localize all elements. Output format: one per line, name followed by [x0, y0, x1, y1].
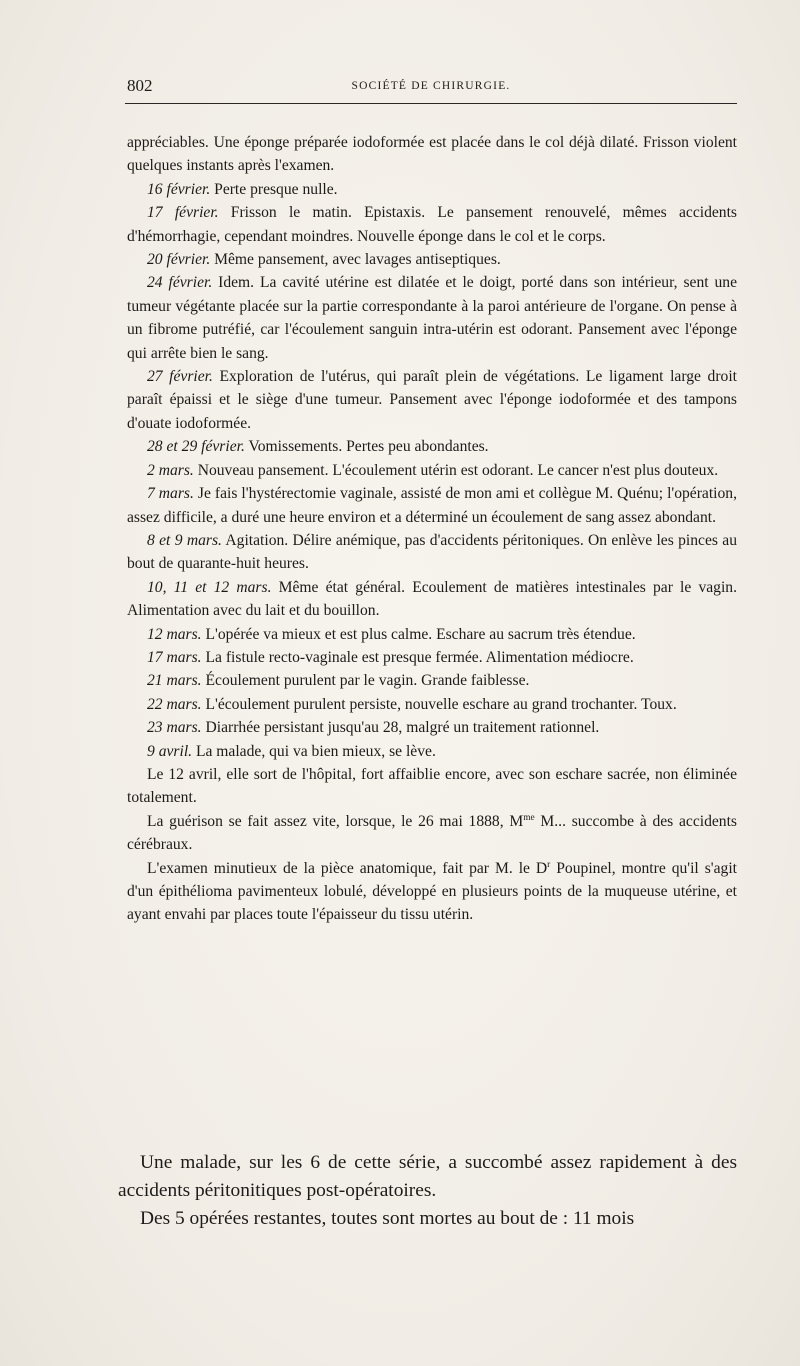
paragraph-text: La malade, qui va bien mieux, se lève. — [195, 742, 436, 760]
paragraph-text: L'opérée va mieux et est plus calme. Eschare au sacrum très étendue. — [205, 625, 636, 643]
paragraph-text: Exploration de l'utérus, qui paraît plein de végétations. Le ligament large droit paraît épaissi et le siège d'une tumeur. Pansement avec l'éponge iodoformée et des tampons d'ouate iodoformée. — [127, 368, 738, 432]
paragraph-text: Nouveau pansement. L'écoulement utérin est odorant. Le cancer n'est plus douteux. — [197, 461, 719, 479]
paragraph-text: Le 12 avril, elle sort de l'hôpital, fort affaiblie encore, avec son eschare sacrée, non éliminée totalement. — [127, 765, 737, 807]
entry-date: 16 février. — [147, 180, 211, 198]
closing-paragraph: Une malade, sur les 6 de cette série, a succombé assez rapidement à des accidents péritonitiques post-opératoires. — [118, 1152, 737, 1201]
paragraph — [127, 201, 737, 248]
paragraph-text: La fistule recto-vaginale est presque fermée. Alimentation médiocre. — [205, 648, 634, 666]
paragraph-text: Idem. La cavité utérine est dilatée et le doigt, porté dans son intérieur, sent une tumeur végétante placée sur la partie correspondante à la paroi antérieure de l'organe. On pense à un fibrome putréfié, car l'écoulement sanguin intra-utérin est odorant. Pansement avec l'éponge qui arrête bien le sang. — [127, 274, 737, 362]
running-title: SOCIÉTÉ DE CHIRURGIE. — [351, 80, 511, 92]
entry-date: 17 février. — [147, 204, 219, 222]
entry-date: 2 mars. — [147, 461, 194, 479]
paragraph-text: appréciables. Une éponge préparée iodoformée est placée dans le col déjà dilaté. Frisson violent quelques instants après l'examen. — [127, 134, 737, 175]
paragraph — [127, 529, 737, 576]
paragraph — [127, 693, 737, 716]
paragraph — [127, 810, 737, 857]
entry-date: 23 mars. — [147, 719, 202, 737]
paragraph-text: Même pansement, avec lavages antiseptiques. — [214, 251, 501, 269]
entry-date: 10, 11 et 12 mars. — [147, 578, 272, 596]
paragraph-text: Agitation. Délire anémique, pas d'accidents péritoniques. On enlève les pinces au bout de quarante-huit heures. — [127, 531, 737, 573]
page-number: 802 — [127, 76, 153, 95]
paragraph — [127, 178, 737, 201]
entry-date: 20 février. — [147, 251, 211, 269]
entry-date: 21 mars. — [147, 672, 202, 690]
paragraph-text: Perte presque nulle. — [214, 180, 338, 198]
paragraph-text: Vomissements. Pertes peu abondantes. — [248, 438, 489, 456]
paragraph — [127, 763, 737, 810]
paragraph — [127, 857, 737, 927]
entry-date: 8 et 9 mars. — [147, 531, 222, 549]
paragraph-text: L'examen minutieux de la pièce anatomique, fait par M. le D — [147, 859, 548, 877]
entry-date: 22 mars. — [147, 695, 202, 713]
paragraph — [127, 576, 737, 623]
page-header — [125, 74, 737, 102]
entry-date: 17 mars. — [147, 648, 202, 666]
closing-section — [118, 1149, 737, 1233]
entry-date: 9 avril. — [147, 742, 193, 760]
entry-date: 24 février. — [147, 274, 213, 292]
closing-paragraph: Des 5 opérées restantes, toutes sont mortes au bout de : 11 mois — [140, 1208, 635, 1229]
paragraph — [127, 646, 737, 669]
header-rule — [125, 103, 737, 104]
entry-date: 12 mars. — [147, 625, 202, 643]
paragraph-text: M... succombe à des accidents cérébraux. — [127, 812, 738, 854]
paragraph — [127, 365, 737, 435]
paragraph-text: Frisson le matin. Epistaxis. Le pansement renouvelé, mêmes accidents d'hémorrhagie, cependant moindres. Nouvelle éponge dans le col et le corps. — [127, 204, 737, 245]
paragraph-text: L'écoulement purulent persiste, nouvelle eschare au grand trochanter. Toux. — [205, 695, 677, 713]
paragraph — [127, 459, 737, 482]
paragraph — [127, 669, 737, 692]
paragraph — [127, 716, 737, 739]
superscript: r — [547, 859, 551, 870]
paragraph-text: Écoulement purulent par le vagin. Grande faiblesse. — [205, 672, 530, 690]
entry-date: 28 et 29 février. — [147, 438, 245, 456]
entry-date: 27 février. — [147, 368, 213, 386]
paragraph-text: La guérison se fait assez vite, lorsque, le 26 mai 1888, M — [147, 812, 524, 830]
case-report-body — [127, 131, 737, 927]
entry-date: 7 mars. — [147, 485, 194, 503]
paragraph — [127, 271, 737, 365]
paragraph — [127, 740, 737, 763]
paragraph-text: Même état général. Ecoulement de matières intestinales par le vagin. Alimentation avec du lait et du bouillon. — [127, 578, 737, 620]
paragraph — [127, 482, 737, 529]
paragraph-text: Je fais l'hystérectomie vaginale, assisté de mon ami et collègue M. Quénu; l'opération, assez difficile, a duré une heure environ et a déterminé un écoulement de sang assez abondant. — [127, 485, 737, 526]
paragraph — [127, 131, 737, 178]
paragraph — [127, 435, 737, 458]
paragraph-text: Diarrhée persistant jusqu'au 28, malgré un traitement rationnel. — [205, 719, 600, 737]
paragraph — [127, 248, 737, 271]
superscript: me — [523, 812, 535, 823]
paragraph — [127, 623, 737, 646]
paragraph-text: Poupinel, montre qu'il s'agit d'un épithélioma pavimenteux lobulé, développé en plusieurs points de la muqueuse utérine, et ayant envahi par places toute l'épaisseur du tissu utérin. — [127, 859, 737, 924]
